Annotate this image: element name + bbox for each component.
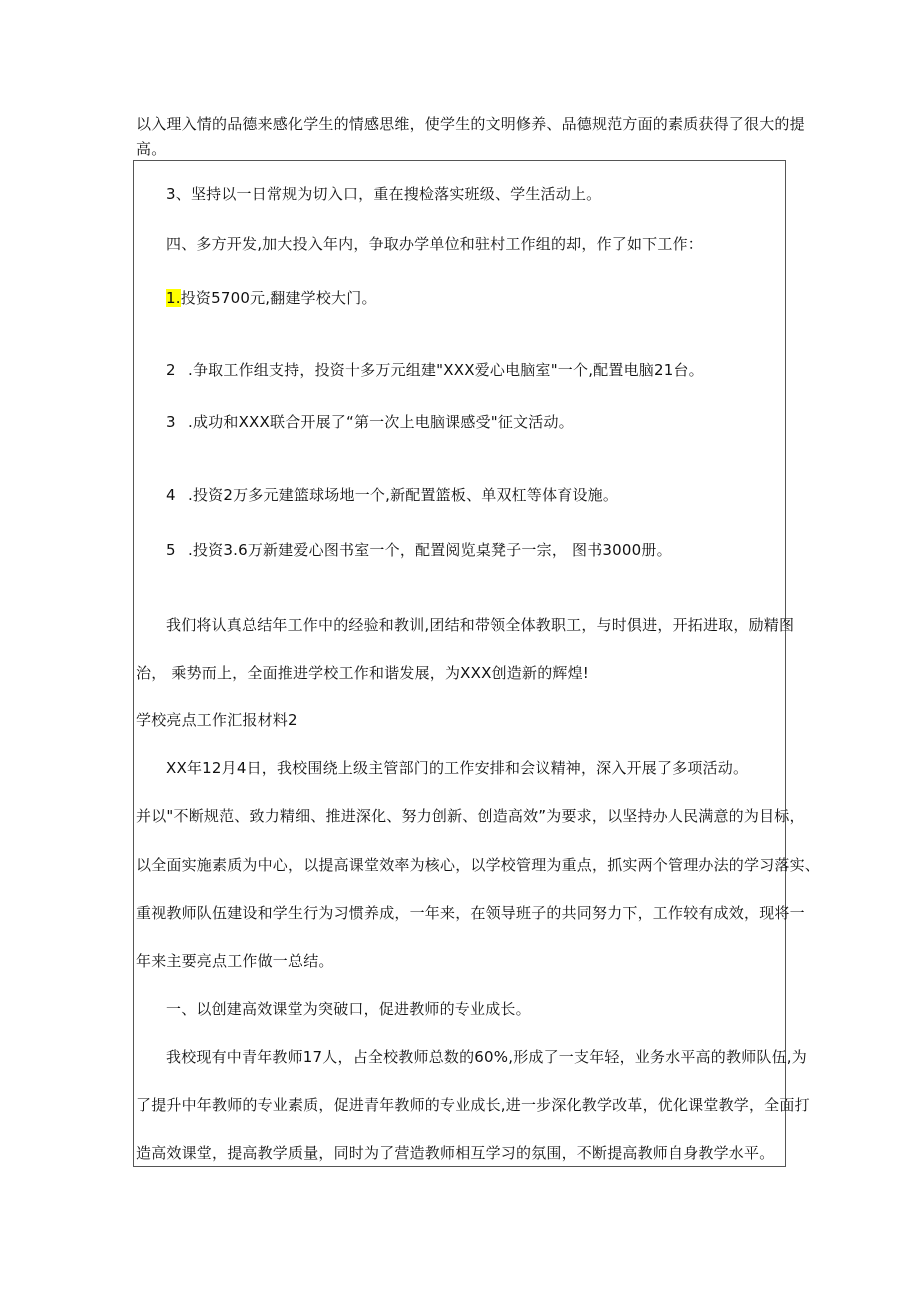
list-item-5 [166,540,672,560]
conclusion-line-2: 治， 乘势而上，全面推进学校工作和谐发展，为XXX创造新的辉煌! [136,664,590,682]
intro-line-1: 以入理入情的品德来感化学生的情感思维，使学生的文明修养、品德规范方面的素质获得了很大的提 [136,115,805,133]
section-2-p1-line-2: 并以"不断规范、致力精细、推进深化、努力创新、创造高效”为要求，以坚持办人民满意的为目标， [136,807,805,825]
list-item-3-text: .成功和XXX联合开展了“第一次上电脑课感受"征文活动。 [188,413,574,431]
list-item-3 [166,412,574,432]
list-item-4-text: .投资2万多元建篮球场地一个,新配置篮板、单双杠等体育设施。 [188,486,619,504]
item-3: 3、坚持以一日常规为切入口，重在搜检落实班级、学生活动上。 [166,185,602,203]
list-item-5-number: 5 [166,541,176,559]
section-2-p1-line-5: 年来主要亮点工作做一总结。 [136,952,334,970]
section-2-p1-line-4: 重视教师队伍建设和学生行为习惯养成，一年来，在领导班子的共同努力下，工作较有成效，现将一 [136,904,805,922]
section-2-title: 学校亮点工作汇报材料2 [136,711,298,729]
list-item-2-number: 2 [166,361,176,379]
section-2-heading-1: 一、以创建高效课堂为突破口，促进教师的专业成长。 [166,1000,531,1018]
list-item-1 [166,288,377,308]
list-item-1-text: 投资5700元,翻建学校大门。 [180,289,377,307]
conclusion-line-1: 我们将认真总结年工作中的经验和教训,团结和带领全体教职工，与时俱进，开拓进取，励精图 [166,616,795,634]
section-2-p2-line-1: 我校现有中青年教师17人，占全校教师总数的60%,形成了一支年轻，业务水平高的教师队伍,为 [166,1048,807,1066]
intro-line-2: 高。 [136,140,167,158]
list-item-4 [166,485,618,505]
list-item-4-number: 4 [166,486,176,504]
section-2-p1-line-3: 以全面实施素质为中心，以提高课堂效率为核心，以学校管理为重点，抓实两个管理办法的学习落实、 [136,856,821,874]
section-2-p2-line-3: 造高效课堂，提高教学质量，同时为了营造教师相互学习的氛围，不断提高教师自身教学水平。 [136,1144,775,1162]
list-item-2 [166,360,704,380]
list-item-2-text: .争取工作组支持，投资十多万元组建"XXX爱心电脑室"一个,配置电脑21台。 [188,361,704,379]
section-2-p1-line-1: XX年12月4日，我校围绕上级主管部门的工作安排和会议精神，深入开展了多项活动。 [166,759,749,777]
list-item-3-number: 3 [166,413,176,431]
section-2-p2-line-2: 了提升中年教师的专业素质，促进青年教师的专业成长,进一步深化教学改革，优化课堂教学，全面打 [136,1096,810,1114]
list-item-1-number: 1. [166,289,181,307]
item-4-heading: 四、多方开发,加大投入年内，争取办学单位和驻村工作组的却，作了如下工作： [166,235,703,253]
list-item-5-text: .投资3.6万新建爱心图书室一个，配置阅览桌凳子一宗， 图书3000册。 [188,541,672,559]
